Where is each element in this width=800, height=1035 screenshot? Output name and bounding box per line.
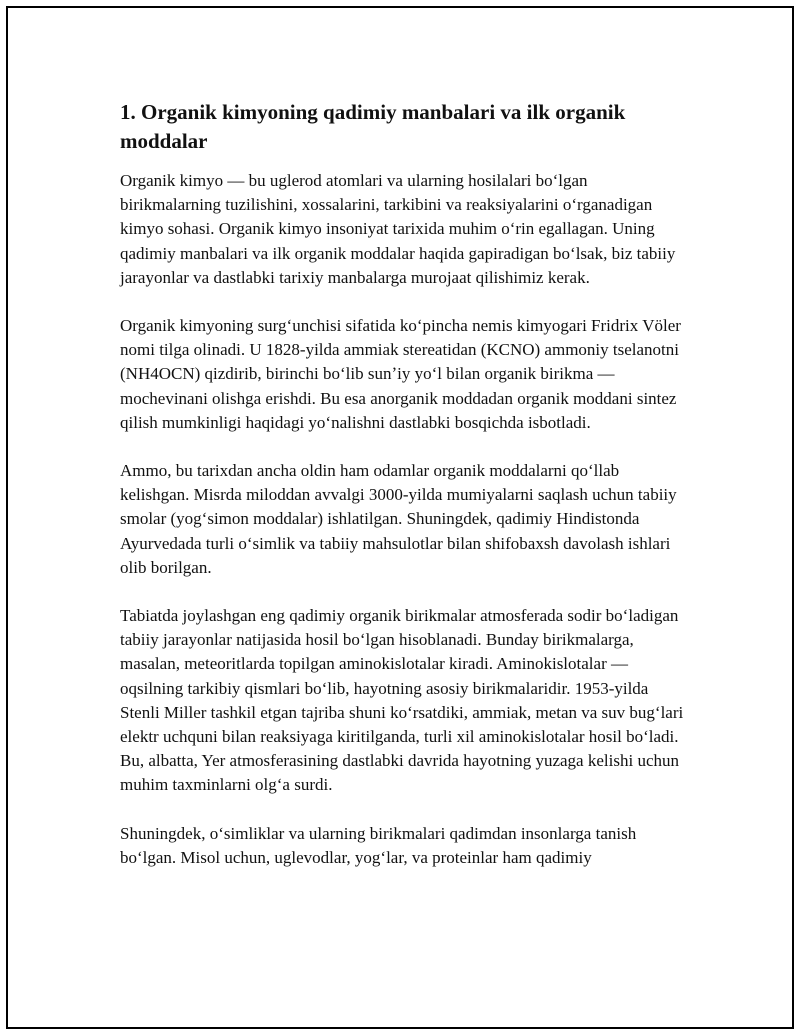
paragraph-1: Organik kimyo — bu uglerod atomlari va ularning hosilalari boʻlgan birikmalarning tuzilishini, xossalarini, tarkibini va reaksiyalarini oʻrganadigan kimyo sohasi. Organik kimyo insoniyat tarixida muhim oʻrin egallagan. Uning qadimiy manbalari va ilk organik moddalar haqida gapiradigan boʻlsak, biz tabiiy jarayonlar va dastlabki tarixiy manbalarga murojaat qilishimiz kerak. bbox=[120, 171, 676, 287]
document-body bbox=[120, 98, 690, 894]
paragraph-2: Organik kimyoning surgʻunchisi sifatida koʻpincha nemis kimyogari Fridrix Völer nomi tilga olinadi. U 1828-yilda ammiak stereatidan (KCNO) ammoniy tselanotni (NH4OCN) qizdirib, birinchi boʻlib sunʼiy yoʻl bilan organik birikma — mochevinani olishga erishdi. Bu esa anorganik moddadan organik moddani sintez qilish mumkinligi haqidagi yoʻnalishni dastlabki bosqichda isbotladi. bbox=[120, 316, 681, 432]
section-heading: 1. Organik kimyoning qadimiy manbalari va ilk organik moddalar bbox=[120, 100, 626, 153]
paragraph-5: Shuningdek, oʻsimliklar va ularning birikmalari qadimdan insonlarga tanish boʻlgan. Misol uchun, uglevodlar, yogʻlar, va proteinlar ham qadimiy bbox=[120, 823, 637, 867]
paragraph-4: Tabiatda joylashgan eng qadimiy organik birikmalar atmosferada sodir boʻladigan tabiiy jarayonlar natijasida hosil boʻlgan hisoblanadi. Bunday birikmalarga, masalan, meteoritlarda topilgan aminokislotalar kiradi. Aminokislotalar — oqsilning tarkibiy qismlari boʻlib, hayotning asosiy birikmalaridir. 1953-yilda Stenli Miller tashkil etgan tajriba shuni koʻrsatdiki, ammiak, metan va suv bugʻlari elektr uchquni bilan reaksiyaga kiritilganda, turli xil aminokislotalar hosil boʻladi. Bu, albatta, Yer atmosferasining dastlabki davrida hayotning yuzaga kelishi uchun muhim taxminlarni olgʻa surdi. bbox=[120, 606, 684, 795]
page-frame bbox=[6, 6, 794, 1029]
paragraph-3: Ammo, bu tarixdan ancha oldin ham odamlar organik moddalarni qoʻllab kelishgan. Misrda miloddan avvalgi 3000-yilda mumiyalarni saqlash uchun tabiiy smolar (yogʻsimon moddalar) ishlatilgan. Shuningdek, qadimiy Hindistonda Ayurvedada turli oʻsimlik va tabiiy mahsulotlar bilan shifobaxsh davolash ishlari olib borilgan. bbox=[120, 461, 677, 577]
